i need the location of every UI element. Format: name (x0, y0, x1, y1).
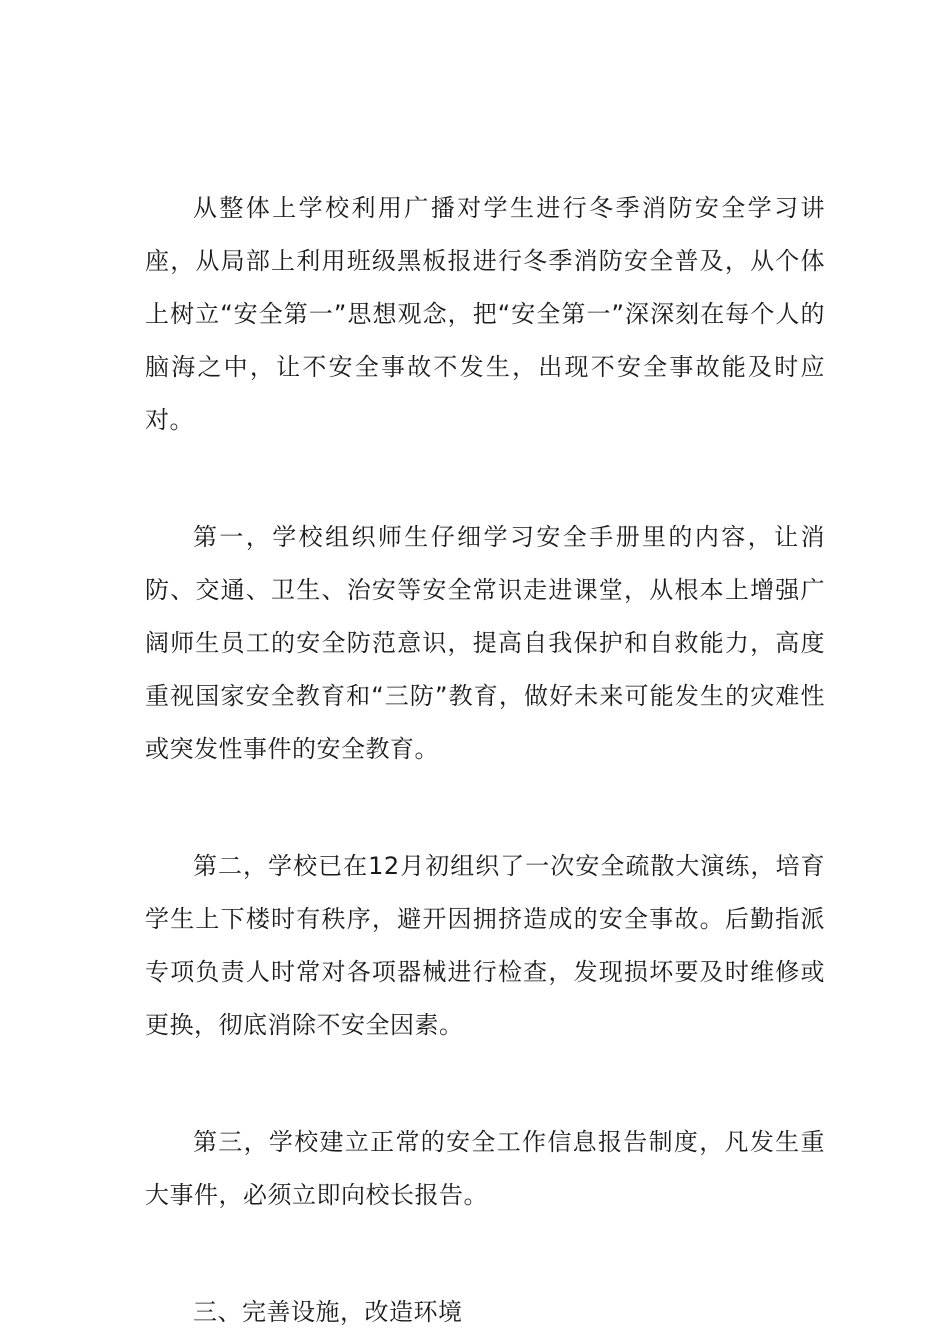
paragraph-spacer (145, 1222, 825, 1286)
paragraph-second: 第二，学校已在12月初组织了一次安全疏散大演练，培育学生上下楼时有秩序，避开因拥挤造成的安全事故。后勤指派专项负责人时常对各项器械进行检查，发现损坏要及时维修或更换，彻底消除不安全因素。 (145, 852, 825, 1039)
paragraph-spacer (145, 776, 825, 840)
paragraph-first: 第一，学校组织师生仔细学习安全手册里的内容，让消防、交通、卫生、治安等安全常识走进课堂，从根本上增强广阔师生员工的安全防范意识，提高自我保护和自救能力，高度重视国家安全教育和“三防”教育，做好未来可能发生的灾难性或突发性事件的安全教育。 (145, 523, 825, 763)
paragraph-overview: 从整体上学校利用广播对学生进行冬季消防安全学习讲座，从局部上利用班级黑板报进行冬季消防安全普及，从个体上树立“安全第一”思想观念，把“安全第一”深深刻在每个人的脑海之中，让不安全事故不发生，出现不安全事故能及时应对。 (145, 194, 825, 434)
paragraph-spacer (145, 1052, 825, 1116)
paragraph-spacer (145, 447, 825, 511)
paragraph-third: 第三，学校建立正常的安全工作信息报告制度，凡发生重大事件，必须立即向校长报告。 (145, 1128, 825, 1209)
document-body (145, 182, 825, 1339)
section-heading: 三、完善设施，改造环境 (193, 1298, 463, 1326)
